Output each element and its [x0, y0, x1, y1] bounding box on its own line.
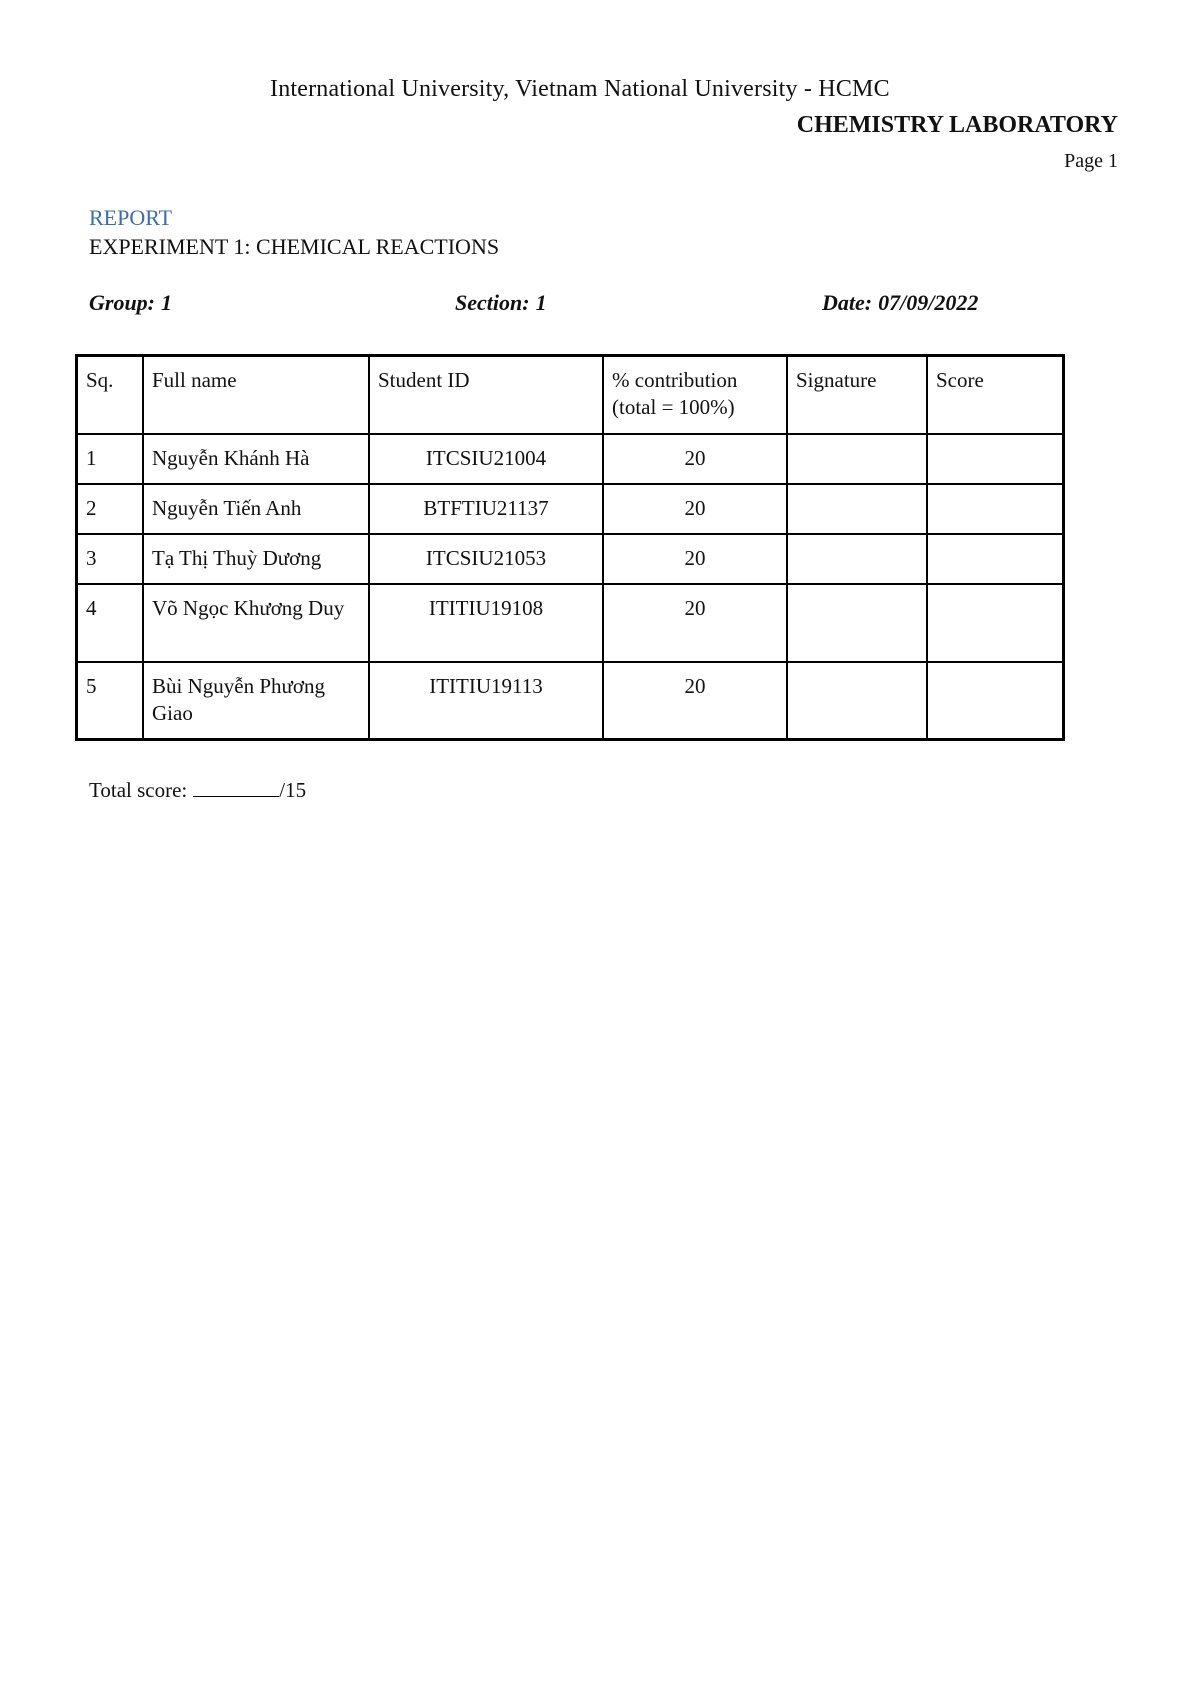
cell-score: [927, 662, 1064, 740]
group-value: 1: [161, 290, 173, 315]
lab-title: CHEMISTRY LABORATORY: [796, 112, 1118, 138]
header-signature: Signature: [787, 356, 927, 434]
cell-sq: 5: [77, 662, 144, 740]
cell-contribution: 20: [603, 434, 787, 484]
group-label: Group:: [89, 290, 156, 315]
cell-score: [927, 484, 1064, 534]
cell-student-id: ITCSIU21004: [369, 434, 603, 484]
cell-student-id: ITITIU19113: [369, 662, 603, 740]
header-student-id: Student ID: [369, 356, 603, 434]
members-table: [75, 354, 1065, 741]
cell-contribution: 20: [603, 534, 787, 584]
cell-score: [927, 584, 1064, 662]
cell-full-name: Nguyễn Khánh Hà: [143, 434, 369, 484]
table-row: [77, 584, 1064, 662]
cell-full-name: Nguyễn Tiến Anh: [143, 484, 369, 534]
table-header-row: [77, 356, 1064, 434]
date-label: Date:: [822, 290, 873, 315]
header-contribution-line1: % contribution: [612, 368, 738, 392]
total-score: [89, 776, 306, 803]
cell-contribution: 20: [603, 662, 787, 740]
header-contribution-line2: (total = 100%): [612, 395, 735, 420]
cell-sq: 1: [77, 434, 144, 484]
group-info: [89, 290, 172, 316]
cell-signature: [787, 534, 927, 584]
cell-student-id: ITITIU19108: [369, 584, 603, 662]
cell-student-id: BTFTIU21137: [369, 484, 603, 534]
cell-full-name: Tạ Thị Thuỳ Dương: [143, 534, 369, 584]
date-value: 07/09/2022: [878, 290, 979, 315]
page-number: Page 1: [1064, 150, 1118, 172]
cell-contribution: 20: [603, 584, 787, 662]
cell-sq: 3: [77, 534, 144, 584]
section-label: Section:: [455, 290, 530, 315]
cell-signature: [787, 434, 927, 484]
header-full-name: Full name: [143, 356, 369, 434]
total-score-label: Total score:: [89, 778, 188, 802]
table-row: [77, 662, 1064, 740]
date-info: [822, 290, 978, 316]
total-score-suffix: /15: [279, 778, 307, 802]
report-label: REPORT: [89, 205, 173, 230]
cell-score: [927, 434, 1064, 484]
table-row: [77, 484, 1064, 534]
cell-signature: [787, 484, 927, 534]
cell-contribution: 20: [603, 484, 787, 534]
table-row: [77, 534, 1064, 584]
cell-signature: [787, 662, 927, 740]
cell-full-name: Võ Ngọc Khương Duy: [143, 584, 369, 662]
cell-full-name: Bùi Nguyễn Phương Giao: [143, 662, 369, 740]
cell-sq: 4: [77, 584, 144, 662]
header-score: Score: [927, 356, 1064, 434]
total-score-blank: [193, 776, 279, 797]
header-sq: Sq.: [77, 356, 144, 434]
section-value: 1: [535, 290, 547, 315]
cell-signature: [787, 584, 927, 662]
university-title: International University, Vietnam National University - HCMC: [270, 76, 890, 102]
cell-sq: 2: [77, 484, 144, 534]
table-row: [77, 434, 1064, 484]
cell-student-id: ITCSIU21053: [369, 534, 603, 584]
cell-score: [927, 534, 1064, 584]
header-contribution: [603, 356, 787, 434]
experiment-title: EXPERIMENT 1: CHEMICAL REACTIONS: [89, 234, 500, 259]
section-info: [455, 290, 547, 316]
